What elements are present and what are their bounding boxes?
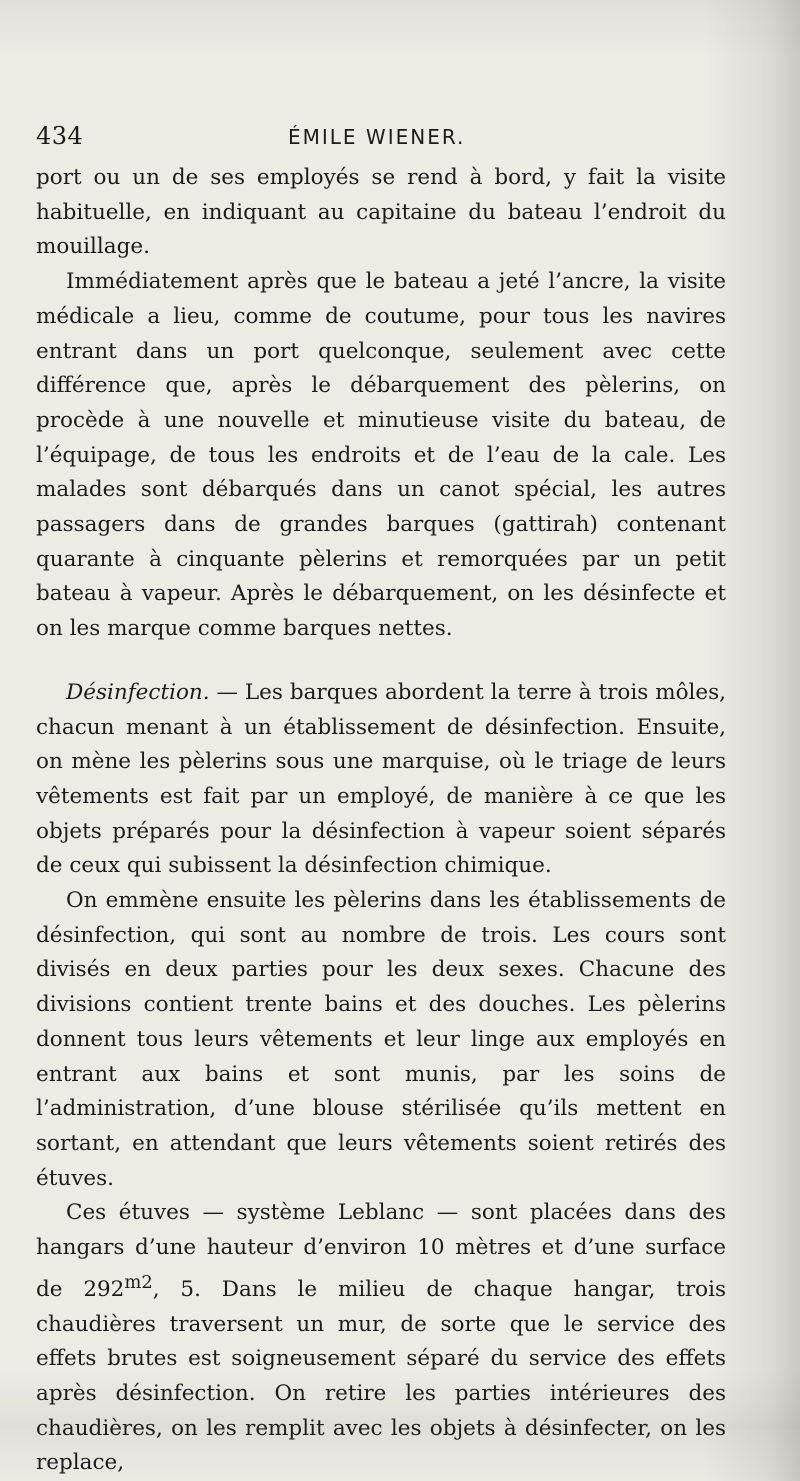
paragraph-etuves-part2: , 5. Dans le milieu de chaque hangar, trois chaudières traversent un mur, de sorte que le service des effets brutes est soigneusement séparé du service des effets après désinfection. On retire les parties intérieures des chaudières, on les remplit avec les objets à désinfecter, on les replace, xyxy=(36,1276,726,1476)
running-head: ÉMILE WIENER. xyxy=(288,125,466,149)
paragraph-debarquement: Immédiatement après que le bateau a jeté l’ancre, la visite médicale a lieu, comme de coutume, pour tous les navires entrant dans un port quelconque, seulement avec cette différence que, après le débarquement des pèlerins, on procède à une nouvelle et minutieuse visite du bateau, de l’équipage, de tous les endroits et de l’eau de la cale. Les malades sont débarqués dans un canot spécial, les autres passagers dans de grandes barques (gattirah) contenant quarante à cinquante pèlerins et remorquées par un petit bateau à vapeur. Après le débarquement, on les désinfecte et on les marque comme barques nettes. xyxy=(36,269,726,642)
section-title: Désinfection. xyxy=(66,679,210,705)
page-number: 434 xyxy=(36,122,84,150)
page-header xyxy=(36,122,726,162)
body-text xyxy=(36,161,726,1481)
paragraph-desinfection xyxy=(36,676,726,884)
section-body: — Les barques abordent la terre à trois môles, chacun menant à un établissement de désinfection. Ensuite, on mène les pèlerins sous une marquise, où le triage de leurs vêtements est fait par un employé, de manière à ce que les objets préparés pour la désinfection à vapeur soient séparés de ceux qui subissent la désinfection chimique. xyxy=(36,679,726,879)
paragraph-continuation: port ou un de ses employés se rend à bord, y fait la visite habituelle, en indiquant au capitaine du bateau l’endroit du mouillage. xyxy=(36,165,726,260)
paragraph-etuves-part1: Ces étuves — système Leblanc — sont placées dans des hangars d’une hauteur d’environ 10 mètres et d’une surface de 292 xyxy=(36,1200,726,1302)
paragraph-etuves xyxy=(36,1196,726,1481)
paragraph-etablissements: On emmène ensuite les pèlerins dans les établissements de désinfection, qui sont au nombre de trois. Les cours sont divisés en deux parties pour les deux sexes. Chacune des divisions contient trente bains et des douches. Les pèlerins donnent tous leurs vêtements et leur linge aux employés en entrant aux bains et sont munis, par les soins de l’administration, d’une blouse stérilisée qu’ils mettent en sortant, en attendant que leurs vêtements soient retirés des étuves. xyxy=(36,888,726,1191)
square-meter-unit: m2 xyxy=(124,1271,153,1293)
